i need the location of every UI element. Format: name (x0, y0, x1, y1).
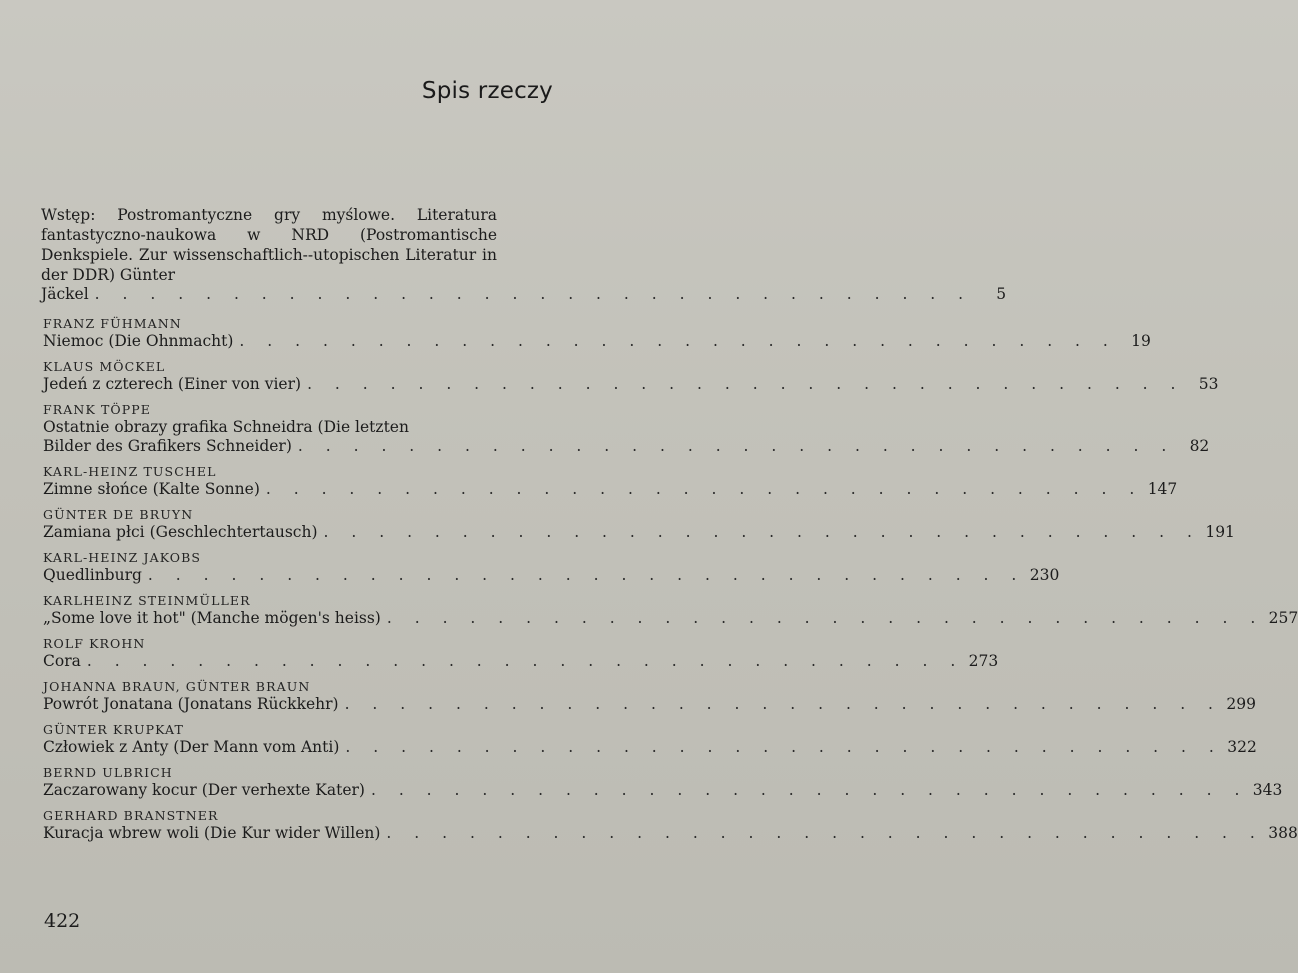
entry-line (43, 738, 1257, 757)
entry-page: 273 (968, 652, 999, 670)
leader-dots: . . . . . . . . . . . . . . . . . . . . . . . . . . . . . . . . (370, 781, 1249, 799)
entry-author: KARL-HEINZ TUSCHEL (43, 464, 217, 479)
intro-page: 5 (996, 285, 1007, 303)
entry-title: Zimne słońce (Kalte Sonne) (43, 480, 260, 498)
leader-dots: . . . . . . . . . . . . . . . . . . . . . . . . . . . . . . . . (345, 738, 1223, 756)
entry-title: Kuracja wbrew woli (Die Kur wider Willen) (43, 824, 381, 842)
entry-page: 191 (1205, 523, 1235, 541)
leader-dots: . . . . . . . . . . . . . . . . . . . . . . . . . . . . . . . . (147, 566, 1026, 584)
entry-author: GERHARD BRANSTNER (43, 808, 219, 823)
entry-page: 257 (1268, 609, 1298, 627)
entry-line (43, 781, 1283, 800)
intro-last-line (41, 285, 1007, 304)
entry-title: Powrót Jonatana (Jonatans Rückkehr) (43, 695, 339, 713)
leader-dots: . . . . . . . . . . . . . . . . . . . . . . . . . . . . . . . . (94, 285, 973, 303)
entry-line (43, 824, 1298, 843)
leader-dots: . . . . . . . . . . . . . . . . . . . . . . . . . . . . . . . . (344, 695, 1222, 713)
entry-line (43, 480, 1178, 499)
leader-dots: . . . . . . . . . . . . . . . . . . . . . . . . . . . . . . . . (386, 609, 1265, 627)
entry-author: ROLF KROHN (43, 636, 146, 651)
entry-author: GÜNTER DE BRUYN (43, 507, 194, 522)
entry-author: FRANK TÖPPE (43, 402, 151, 417)
toc-entry (43, 765, 1283, 800)
toc-entry (43, 402, 1210, 456)
entry-author: KARLHEINZ STEINMÜLLER (43, 593, 251, 608)
entry-page: 299 (1226, 695, 1256, 713)
entry-title: Człowiek z Anty (Der Mann vom Anti) (43, 738, 340, 756)
entry-author: KLAUS MÖCKEL (43, 359, 166, 374)
entry-page: 53 (1198, 375, 1219, 393)
entry-page: 322 (1227, 738, 1257, 756)
entry-line (43, 437, 1210, 456)
entry-line (43, 375, 1219, 394)
entry-line-first (43, 418, 553, 437)
entry-author: FRANZ FÜHMANN (43, 316, 182, 331)
toc-list (43, 316, 1298, 851)
entry-title: Quedlinburg (43, 566, 142, 584)
entry-line (43, 652, 999, 671)
entry-title: Zaczarowany kocur (Der verhexte Kater) (43, 781, 365, 799)
entry-title: Niemoc (Die Ohnmacht) (43, 332, 234, 350)
leader-dots: . . . . . . . . . . . . . . . . . . . . . . . . . . . . . . . . (297, 437, 1176, 455)
toc-entry (43, 593, 1298, 628)
entry-title: Bilder des Grafikers Schneider) (43, 437, 292, 455)
entry-page: 147 (1147, 480, 1178, 498)
entry-author: GÜNTER KRUPKAT (43, 722, 184, 737)
page-title: Spis rzeczy (421, 78, 553, 104)
entry-page: 19 (1131, 332, 1151, 350)
entry-line (43, 332, 1151, 351)
toc-entry (43, 679, 1256, 714)
entry-line (43, 609, 1298, 628)
entry-line (43, 566, 1060, 585)
entry-line (43, 523, 1235, 542)
toc-entry (43, 722, 1257, 757)
leader-dots: . . . . . . . . . . . . . . . . . . . . . . . . . . . . . . . . (265, 480, 1144, 498)
page-number: 422 (44, 910, 81, 932)
leader-dots: . . . . . . . . . . . . . . . . . . . . . . . . . . . . . . . . (239, 332, 1117, 350)
toc-entry (43, 316, 1151, 351)
toc-entry (43, 808, 1298, 843)
entry-title: Cora (43, 652, 81, 670)
toc-entry (43, 464, 1178, 499)
leader-dots: . . . . . . . . . . . . . . . . . . . . . . . . . . . . . . . . (86, 652, 965, 670)
entry-author: KARL-HEINZ JAKOBS (43, 550, 202, 565)
entry-page: 82 (1189, 437, 1210, 455)
intro-title: Wstęp: Postromantyczne gry myślowe. Literatura fantastyczno-naukowa w NRD (Postromantische Denkspiele. Zur wissenschaftlich--utopischen Literatur in der DDR) Günter (41, 206, 497, 284)
intro-author: Jäckel (41, 285, 89, 303)
entry-title: Zamiana płci (Geschlechtertausch) (43, 523, 318, 541)
toc-entry (43, 636, 999, 671)
entry-author: JOHANNA BRAUN, GÜNTER BRAUN (43, 679, 311, 694)
entry-page: 230 (1029, 566, 1060, 584)
entry-line (43, 695, 1256, 714)
leader-dots: . . . . . . . . . . . . . . . . . . . . . . . . . . . . . . . . (386, 824, 1264, 842)
toc-entry (43, 359, 1219, 394)
intro-entry (41, 205, 1007, 304)
entry-author: BERND ULBRICH (43, 765, 173, 780)
entry-title-first: Ostatnie obrazy grafika Schneidra (Die letzten (43, 418, 409, 436)
entry-page: 343 (1252, 781, 1283, 799)
entry-page: 388 (1268, 824, 1298, 842)
toc-entry (43, 550, 1060, 585)
entry-title: „Some love it hot" (Manche mögen's heiss) (43, 609, 381, 627)
toc-entry (43, 507, 1235, 542)
leader-dots: . . . . . . . . . . . . . . . . . . . . . . . . . . . . . . . . (323, 523, 1201, 541)
entry-title: Jedeń z czterech (Einer von vier) (43, 375, 302, 393)
leader-dots: . . . . . . . . . . . . . . . . . . . . . . . . . . . . . . . . (307, 375, 1185, 393)
